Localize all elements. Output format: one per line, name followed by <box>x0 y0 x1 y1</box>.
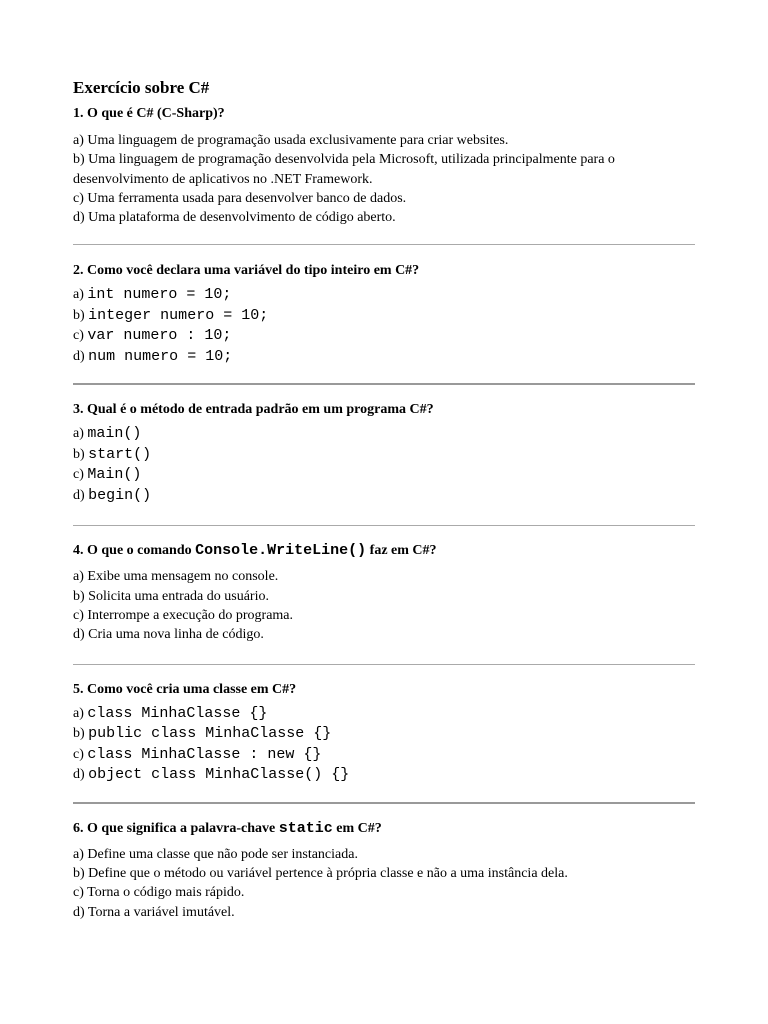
option-d <box>73 903 695 922</box>
answer-options <box>73 285 695 367</box>
option-prefix: b) <box>73 446 85 462</box>
answer-options <box>73 704 695 786</box>
option-text: Solicita uma entrada do usuário. <box>88 588 269 604</box>
option-a <box>73 285 695 306</box>
option-code: object class MinhaClasse() {} <box>88 766 350 784</box>
option-d <box>73 625 695 644</box>
option-d <box>73 208 695 227</box>
option-d <box>73 486 695 507</box>
option-b <box>73 724 695 745</box>
option-prefix: b) <box>73 588 85 604</box>
question-5 <box>73 665 695 786</box>
option-prefix: a) <box>73 705 84 721</box>
option-c <box>73 745 695 766</box>
question-title: 1. O que é C# (C-Sharp)? <box>73 106 225 121</box>
option-d <box>73 347 695 368</box>
option-prefix: c) <box>73 328 84 344</box>
option-prefix: d) <box>73 904 85 920</box>
answer-options <box>73 424 695 506</box>
option-a <box>73 567 695 586</box>
question-title-text: em C#? <box>336 820 382 836</box>
question-2 <box>73 245 695 367</box>
option-code: public class MinhaClasse {} <box>88 725 332 743</box>
option-prefix: a) <box>73 133 84 148</box>
question-title-text: 6. O que significa a palavra-chave <box>73 820 276 836</box>
option-text: Uma ferramenta usada para desenvolver banco de dados. <box>87 190 407 206</box>
option-code: num numero = 10; <box>88 347 233 365</box>
option-code: int numero = 10; <box>87 286 232 304</box>
question-title-text: faz em C#? <box>369 543 437 559</box>
option-prefix: c) <box>73 467 84 483</box>
answer-options <box>73 845 695 922</box>
option-code: var numero : 10; <box>87 327 232 345</box>
option-prefix: b) <box>73 726 85 742</box>
option-text: Uma linguagem de programação desenvolvida pela Microsoft, utilizada principalmente para o desenvolvimento de aplicativos no .NET Framework. <box>73 152 615 187</box>
option-prefix: d) <box>73 767 85 783</box>
option-d <box>73 765 695 786</box>
question-title-code: Console.WriteLine() <box>195 542 367 560</box>
question-title: 2. Como você declara uma variável do tipo inteiro em C#? <box>73 263 420 279</box>
option-b <box>73 306 695 327</box>
option-text: Cria uma nova linha de código. <box>88 627 264 643</box>
option-prefix: d) <box>73 487 85 503</box>
question-1 <box>73 102 695 227</box>
document-title: Exercício sobre C# <box>73 78 210 97</box>
question-title <box>73 542 695 559</box>
option-code: Main() <box>87 466 142 484</box>
option-text: Define uma classe que não pode ser instanciada. <box>87 846 358 862</box>
question-title-code: static <box>278 819 333 837</box>
option-code: integer numero = 10; <box>88 306 269 324</box>
option-text: Torna o código mais rápido. <box>87 885 245 901</box>
option-prefix: a) <box>73 287 84 303</box>
option-c <box>73 189 695 208</box>
option-code: begin() <box>88 486 152 504</box>
option-text: Uma linguagem de programação usada exclusivamente para criar websites. <box>87 133 509 148</box>
answer-options <box>73 567 695 644</box>
option-prefix: d) <box>73 210 85 226</box>
option-prefix: d) <box>73 348 85 364</box>
option-prefix: b) <box>73 307 85 323</box>
option-text: Uma plataforma de desenvolvimento de código aberto. <box>88 210 396 226</box>
option-a <box>73 131 695 150</box>
question-4 <box>73 526 695 644</box>
option-c <box>73 465 695 486</box>
option-a <box>73 845 695 864</box>
option-prefix: c) <box>73 746 84 762</box>
question-title: 3. Qual é o método de entrada padrão em um programa C#? <box>73 402 434 418</box>
option-c <box>73 326 695 347</box>
option-prefix: a) <box>73 846 84 862</box>
option-a <box>73 424 695 445</box>
option-code: class MinhaClasse : new {} <box>87 745 322 763</box>
option-prefix: a) <box>73 426 84 442</box>
option-prefix: c) <box>73 885 84 901</box>
option-text: Torna a variável imutável. <box>87 904 235 920</box>
option-b <box>73 150 695 189</box>
option-prefix: c) <box>73 608 84 624</box>
option-text: Interrompe a execução do programa. <box>87 608 294 624</box>
option-c <box>73 606 695 625</box>
question-title <box>73 820 695 837</box>
document-page <box>73 78 695 922</box>
option-text: Exibe uma mensagem no console. <box>87 569 279 585</box>
question-3 <box>73 385 695 506</box>
option-prefix: b) <box>73 152 85 168</box>
option-code: class MinhaClasse {} <box>87 704 268 722</box>
option-b <box>73 445 695 466</box>
option-text: Define que o método ou variável pertence à própria classe e não a uma instância dela. <box>88 865 568 881</box>
question-title-text: 4. O que o comando <box>73 543 192 559</box>
question-6 <box>73 804 695 922</box>
option-prefix: b) <box>73 865 85 881</box>
option-prefix: a) <box>73 569 84 585</box>
option-prefix: c) <box>73 190 84 206</box>
option-c <box>73 883 695 902</box>
question-title: 5. Como você cria uma classe em C#? <box>73 681 297 697</box>
option-a <box>73 704 695 725</box>
option-code: main() <box>87 425 142 443</box>
option-code: start() <box>88 445 152 463</box>
option-b <box>73 864 695 883</box>
answer-options <box>73 131 695 227</box>
option-b <box>73 587 695 606</box>
option-prefix: d) <box>73 627 85 643</box>
